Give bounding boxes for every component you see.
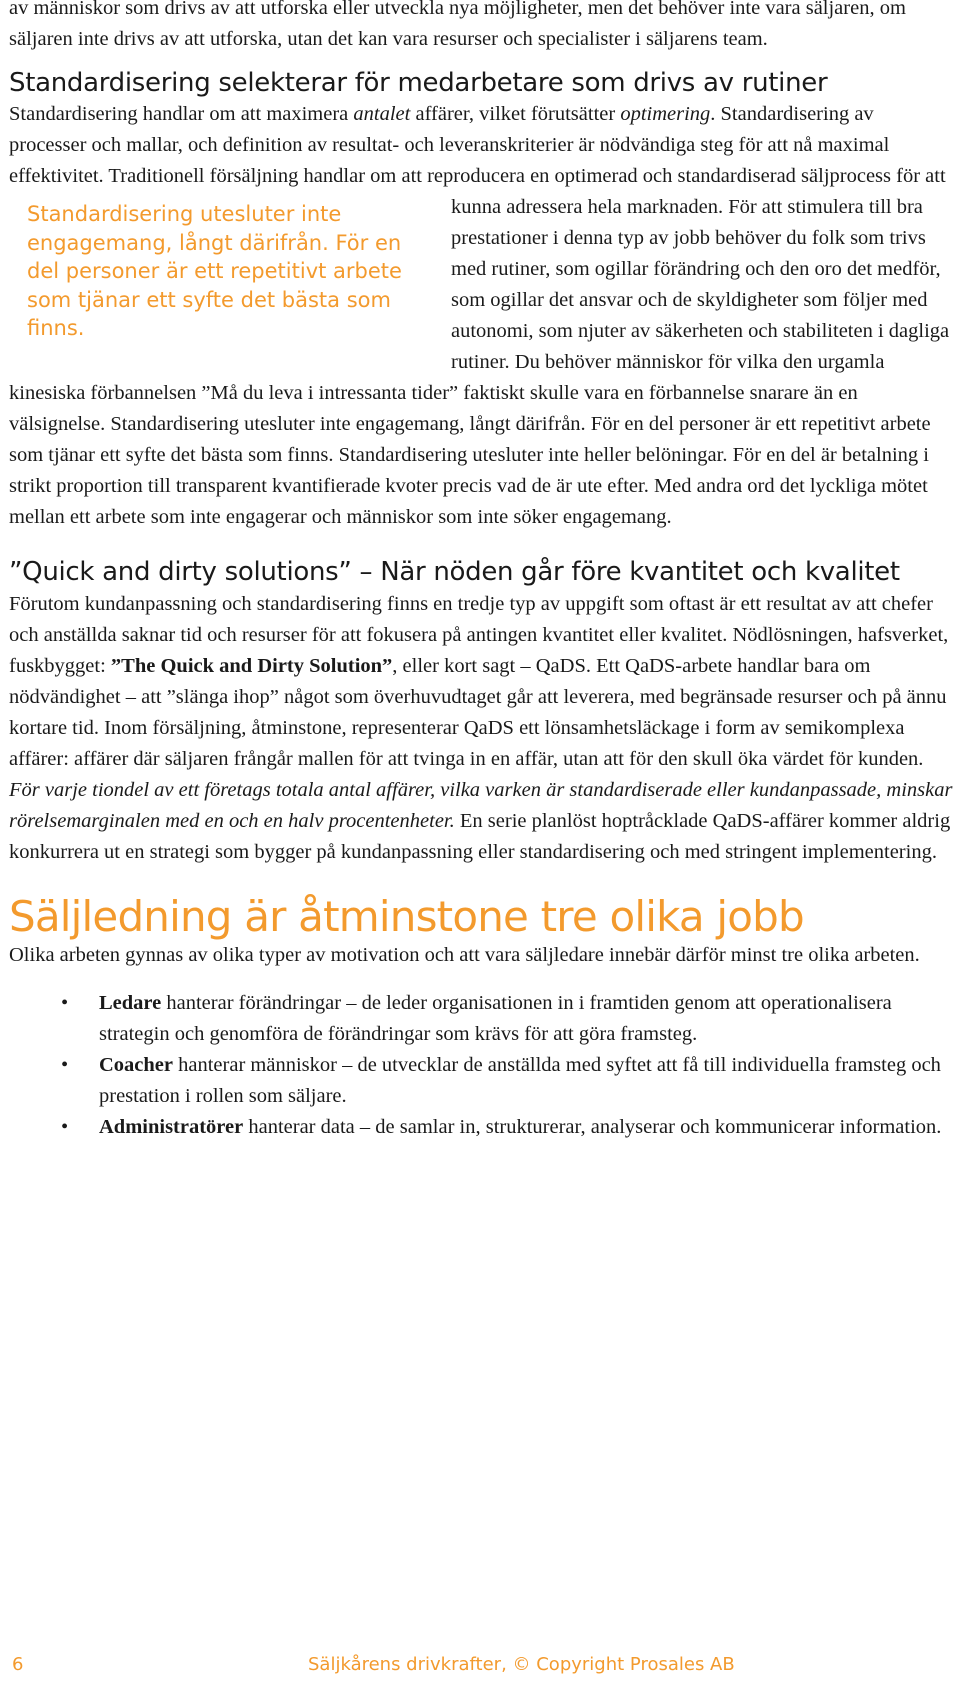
heading-qads: ”Quick and dirty solutions” – När nöden går före kvantitet och kvalitet	[9, 557, 900, 587]
qads-em-statistic: För varje tiondel av ett företags totala antal affärer, vilka varken är standardiserade eller kundanpassade, minskar rörelsemarginalen med en och en halv procentenheter.	[9, 779, 953, 832]
standardisering-text-c1: . Standardisering av processer och mallar, och definition av resultat- och leveranskriterier är nödvändiga steg för att nå maximal effektivitet. Traditionell försäljning handlar om att reproducera en optime	[9, 103, 890, 187]
list-item-ledare	[9, 988, 955, 1050]
document-page	[9, 0, 955, 1143]
saljledning-list	[9, 988, 955, 1143]
footer-copyright: Säljkårens drivkrafter, © Copyright Prosales AB	[308, 1654, 735, 1675]
list-term: Administratörer	[99, 1116, 244, 1138]
bullet-dot: •	[61, 1054, 69, 1076]
standardisering-em-optimering: optimering	[620, 103, 711, 125]
page-number: 6	[12, 1654, 24, 1675]
list-term: Ledare	[99, 992, 162, 1014]
saljledning-intro: Olika arbeten gynnas av olika typer av motivation och att vara säljledare innebär därför minst tre olika arbeten.	[9, 944, 920, 966]
qads-paragraph	[9, 589, 955, 868]
standardisering-text-b: affärer, vilket förutsätter	[410, 103, 621, 125]
qads-strong-title: ”The Quick and Dirty Solution”	[110, 655, 393, 677]
intro-paragraph: av människor som drivs av att utforska eller utveckla nya möjligheter, men det behöver inte vara säljaren, om säljaren inte drivs av att utforska, utan det kan vara resurser och specialister i säljarens team.	[9, 0, 906, 50]
qads-text-b: , eller kort sagt – QaDS. Ett QaDS-arbete handlar bara om nödvändighet – att ”slänga ihop” något som överhuvudtaget går att leverera, med begränsade resurser och på ännu kortare tid. Inom försäljning, åtminstone, representerar QaDS ett lönsamhetsläckage i form av semikomplexa affärer: affärer där säljaren frångår mallen för att tvinga in en affär, utan att för den skull öka värdet för kunden.	[9, 655, 947, 770]
bullet-dot: •	[61, 1116, 69, 1138]
list-item-coacher	[9, 1050, 955, 1112]
pull-quote: Standardisering utesluter inte engagemang, långt därifrån. För en del personer är ett repetitivt arbete som tjänar ett syfte det bästa som finns.	[27, 202, 402, 340]
standardisering-paragraph	[9, 99, 955, 533]
heading-saljledning: Säljledning är åtminstone tre olika jobb	[9, 892, 804, 941]
heading-standardisering: Standardisering selekterar för medarbetare som drivs av rutiner	[9, 68, 828, 98]
list-item-administratorer	[9, 1112, 955, 1143]
list-term: Coacher	[99, 1054, 174, 1076]
list-text: hanterar människor – de utvecklar de anställda med syftet att få till individuella framsteg och prestation i rollen som säljare.	[99, 1054, 941, 1107]
list-text: hanterar data – de samlar in, strukturerar, analyserar och kommunicerar information.	[243, 1116, 942, 1138]
qads-text-a: Förutom kundanpassning och standardisering finns en tredje typ av uppgift som oftast är ett resultat av att chefer och anställda saknar tid och resurser för att fokusera på antingen kvantitet eller kvalitet. Nödlösningen, hafsverket, fuskbygget:	[9, 593, 949, 677]
bullet-dot: •	[61, 992, 69, 1014]
standardisering-em-antalet: antalet	[353, 103, 411, 125]
standardisering-text-c2: rad och standardiserad säljprocess för att kunna adressera hela marknaden. För att stimulera till bra prestationer i denna typ av jobb behöver du folk som trivs med rutiner, som ogillar förändring och den oro det medför, som ogillar det ansvar och de skyldigheter som följer med autonomi, som njuter av säkerheten och stabiliteten i dagliga rutiner. Du behöver människor för vilka den urgamla kinesiska förbannelsen ”Må du leva i intressanta tider” faktiskt skulle vara en förbannelse snarare än en välsignelse. Standardisering utesluter inte engagemang, långt därifrån. För en del personer är ett repetitivt arbete som tjänar ett syfte det bästa som finns. Standardisering utesluter inte heller belöningar. För en del är betalning i strikt proportion till transparent kvantifierade kvoter precis vad de är ute efter. Med andra ord det lyckliga mötet mellan ett arbete som inte engagerar och människor som inte söker engagemang.	[9, 165, 950, 528]
standardisering-text-a: Standardisering handlar om att maximera	[9, 103, 354, 125]
standardisering-text-c	[9, 103, 949, 528]
qads-text-c: En serie planlöst hoptråcklade QaDS-affärer kommer aldrig konkurrera ut en strategi som bygger på kundanpassning eller standardisering och med stringent implementering.	[9, 810, 951, 863]
list-text: hanterar förändringar – de leder organisationen in i framtiden genom att operationalisera strategin och genomföra de förändringar som krävs för att göra framsteg.	[99, 992, 892, 1045]
